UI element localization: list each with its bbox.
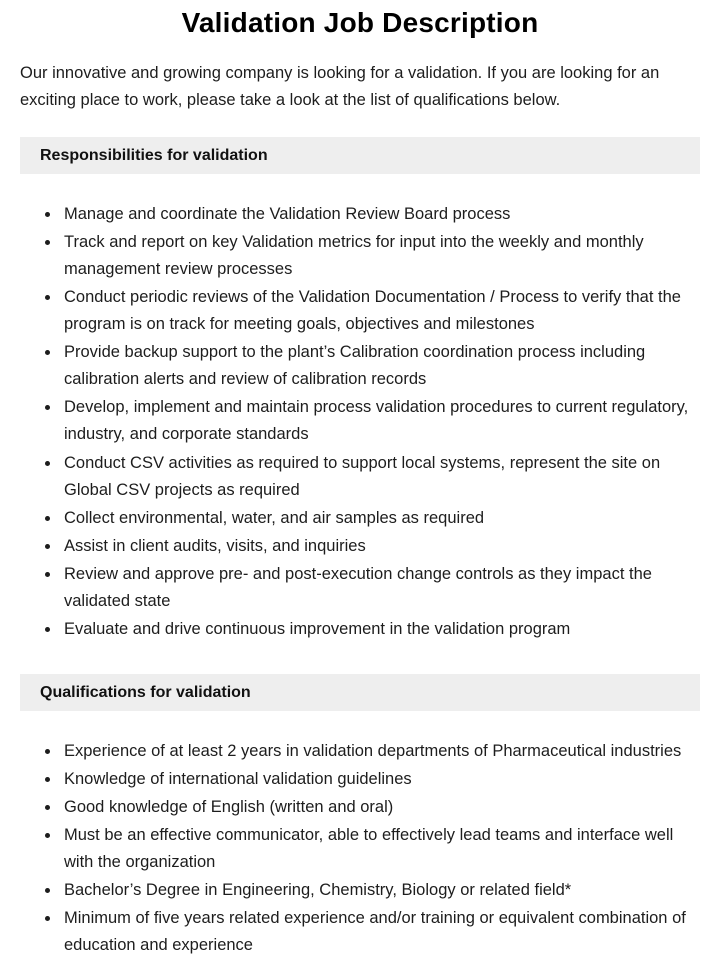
qualifications-section — [20, 674, 700, 959]
list-item: • Manage and coordinate the Validation Review Board process — [61, 201, 700, 228]
list-item: • Provide backup support to the plant’s Calibration coordination process including calibration alerts and review of calibration records — [61, 339, 700, 393]
list-item: • Collect environmental, water, and air samples as required — [61, 505, 700, 532]
list-item: • Review and approve pre- and post-execution change controls as they impact the validated state — [61, 561, 700, 615]
list-item: • Develop, implement and maintain process validation procedures to current regulatory, industry, and corporate standards — [61, 394, 700, 448]
list-item: • Conduct CSV activities as required to support local systems, represent the site on Global CSV projects as required — [61, 450, 700, 504]
list-item: • Knowledge of international validation guidelines — [61, 766, 700, 793]
page-title: Validation Job Description — [181, 7, 539, 38]
qualifications-list — [20, 738, 700, 959]
list-item: • Minimum of five years related experience and/or training or equivalent combination of education and experience — [61, 905, 700, 959]
responsibilities-heading: Responsibilities for validation — [20, 137, 700, 174]
list-item: • Conduct periodic reviews of the Validation Documentation / Process to verify that the program is on track for meeting goals, objectives and milestones — [61, 284, 700, 338]
list-item: • Good knowledge of English (written and oral) — [61, 794, 700, 821]
list-item: • Evaluate and drive continuous improvement in the validation program — [61, 616, 700, 643]
list-item: • Must be an effective communicator, able to effectively lead teams and interface well with the organization — [61, 822, 700, 876]
list-item: • Experience of at least 2 years in validation departments of Pharmaceutical industries — [61, 738, 700, 765]
list-item: • Bachelor’s Degree in Engineering, Chemistry, Biology or related field* — [61, 877, 700, 904]
qualifications-heading: Qualifications for validation — [20, 674, 700, 711]
intro-text: Our innovative and growing company is looking for a validation. If you are looking for an exciting place to work, please take a look at the list of qualifications below. — [20, 64, 660, 110]
responsibilities-list — [20, 201, 700, 643]
list-item: • Track and report on key Validation metrics for input into the weekly and monthly management review processes — [61, 229, 700, 283]
responsibilities-section — [20, 137, 700, 643]
list-item: • Assist in client audits, visits, and inquiries — [61, 533, 700, 560]
